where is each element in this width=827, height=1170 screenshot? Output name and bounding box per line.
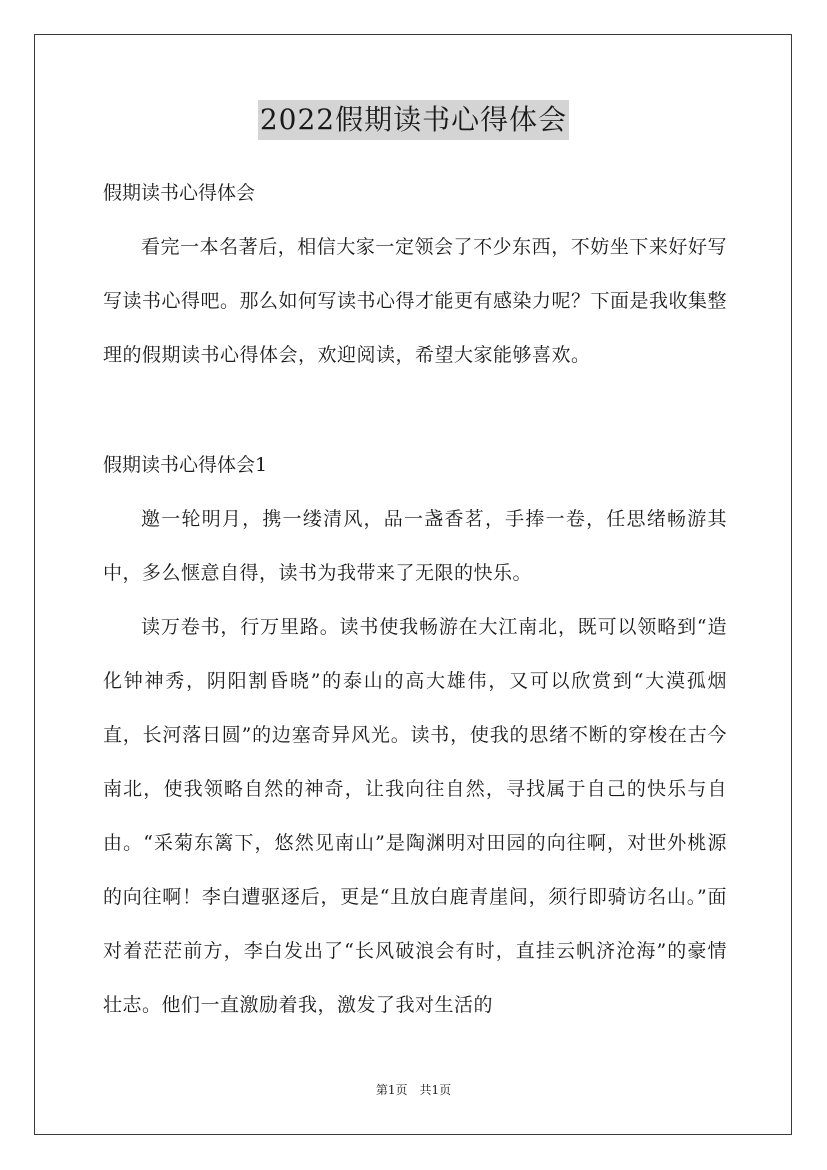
document-body (103, 166, 727, 1032)
page-footer: 第1页 共1页 (375, 1083, 452, 1097)
intro-heading: 假期读书心得体会 (103, 182, 256, 204)
intro-paragraph: 看完一本名著后，相信大家一定领会了不少东西，不妨坐下来好好写写读书心得吧。那么如何写读书心得才能更有感染力呢？下面是我收集整理的假期读书心得体会，欢迎阅读，希望大家能够喜欢。 (103, 236, 728, 366)
document-title: 2022假期读书心得体会 (258, 100, 569, 140)
section1-paragraph-1: 邀一轮明月，携一缕清风，品一盏香茗，手捧一卷，任思绪畅游其中，多么惬意自得，读书为我带来了无限的快乐。 (103, 508, 727, 584)
title-container (0, 100, 827, 140)
section1-paragraph-2: 读万卷书，行万里路。读书使我畅游在大江南北，既可以领略到“造化钟神秀，阴阳割昏晓”的泰山的高大雄伟，又可以欣赏到“大漠孤烟直，长河落日圆”的边塞奇异风光。读书，使我的思绪不断的穿梭在古今南北，使我领略自然的神奇，让我向往自然，寻找属于自己的快乐与自由。“采菊东篱下，悠然见南山”是陶渊明对田园的向往啊，对世外桃源的向往啊！李白遭驱逐后，更是“且放白鹿青崖间，须行即骑访名山。”面对着茫茫前方，李白发出了“长风破浪会有时，直挂云帆济沧海”的豪情壮志。他们一直激励着我，激发了我对生活的 (103, 616, 727, 1016)
section1-heading: 假期读书心得体会1 (103, 454, 268, 476)
section-gap (103, 382, 727, 438)
